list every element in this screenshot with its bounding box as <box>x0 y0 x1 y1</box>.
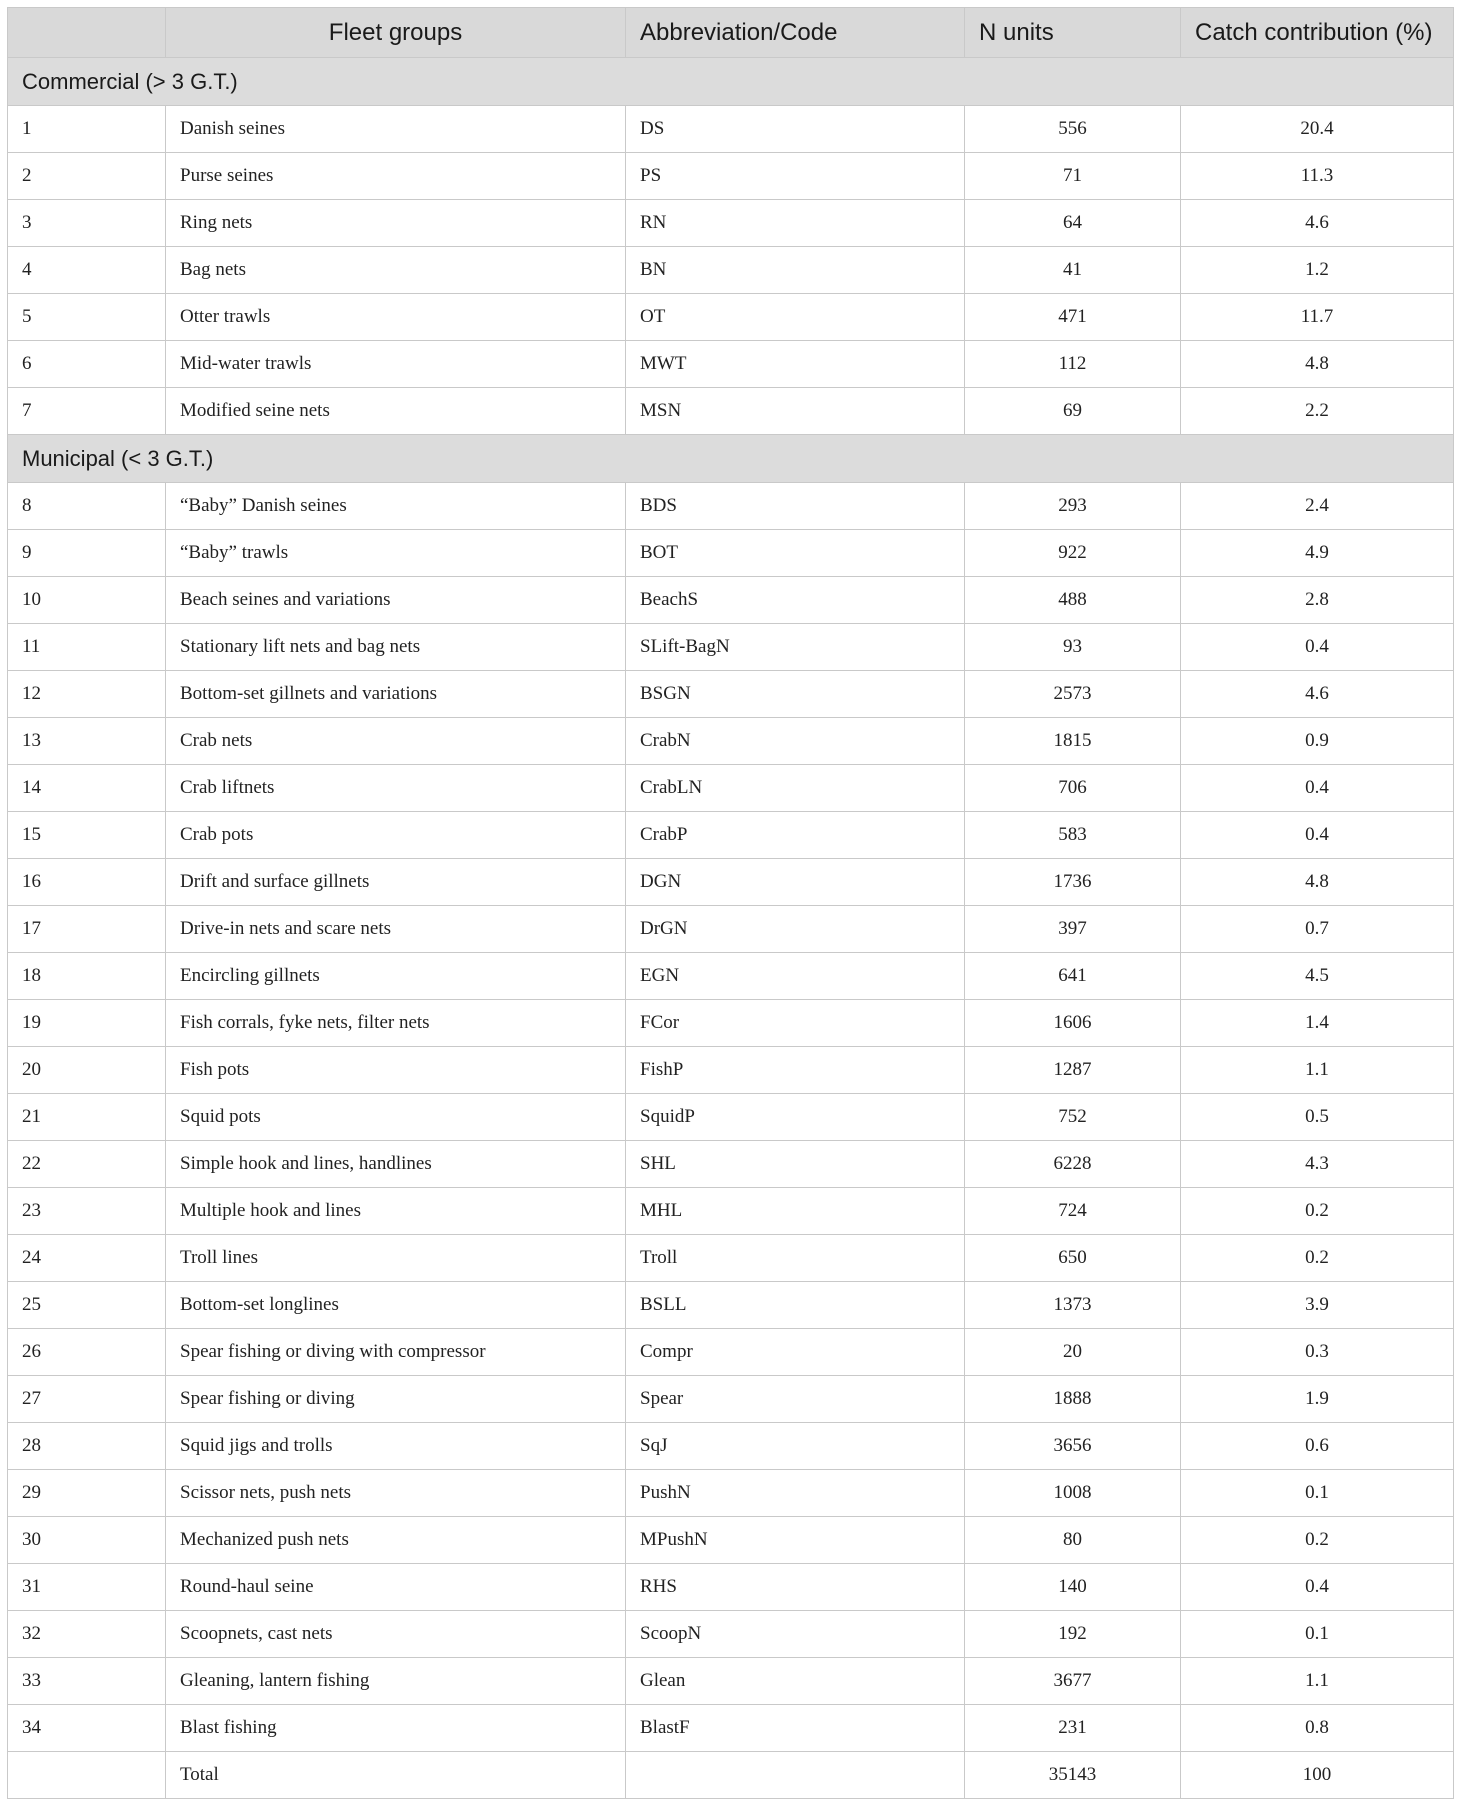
table-row <box>8 1282 1454 1329</box>
abbreviation-code: DrGN <box>626 906 965 953</box>
abbreviation-code: MSN <box>626 388 965 435</box>
table-row <box>8 859 1454 906</box>
fleet-group-name: Mid-water trawls <box>166 341 626 388</box>
row-id: 31 <box>8 1564 166 1611</box>
row-id: 8 <box>8 483 166 530</box>
n-units-value: 922 <box>965 530 1181 577</box>
fleet-group-name: Drive-in nets and scare nets <box>166 906 626 953</box>
catch-contribution-value: 4.5 <box>1181 953 1454 1000</box>
catch-contribution-value: 0.3 <box>1181 1329 1454 1376</box>
catch-contribution-value: 4.9 <box>1181 530 1454 577</box>
n-units-value: 1373 <box>965 1282 1181 1329</box>
table-row <box>8 1329 1454 1376</box>
abbreviation-code: PS <box>626 153 965 200</box>
abbreviation-code: SHL <box>626 1141 965 1188</box>
row-id: 23 <box>8 1188 166 1235</box>
table-row <box>8 1423 1454 1470</box>
fleet-group-name: Simple hook and lines, handlines <box>166 1141 626 1188</box>
table-row <box>8 1470 1454 1517</box>
row-id: 24 <box>8 1235 166 1282</box>
total-n-units: 35143 <box>965 1752 1181 1799</box>
n-units-value: 2573 <box>965 671 1181 718</box>
row-id: 21 <box>8 1094 166 1141</box>
fleet-group-name: Round-haul seine <box>166 1564 626 1611</box>
fleet-group-name: Beach seines and variations <box>166 577 626 624</box>
catch-contribution-value: 4.6 <box>1181 671 1454 718</box>
fleet-group-name: Fish corrals, fyke nets, filter nets <box>166 1000 626 1047</box>
fleet-group-name: Troll lines <box>166 1235 626 1282</box>
total-row <box>8 1752 1454 1799</box>
header-n-units: N units <box>965 8 1181 58</box>
catch-contribution-value: 0.4 <box>1181 1564 1454 1611</box>
table-row <box>8 953 1454 1000</box>
abbreviation-code: SqJ <box>626 1423 965 1470</box>
catch-contribution-value: 0.9 <box>1181 718 1454 765</box>
section-title: Municipal (< 3 G.T.) <box>8 435 1454 483</box>
header-catch-contribution: Catch contribution (%) <box>1181 8 1454 58</box>
total-code <box>626 1752 965 1799</box>
table-row <box>8 247 1454 294</box>
n-units-value: 293 <box>965 483 1181 530</box>
n-units-value: 231 <box>965 1705 1181 1752</box>
table-row <box>8 530 1454 577</box>
fleet-group-name: Fish pots <box>166 1047 626 1094</box>
abbreviation-code: CrabP <box>626 812 965 859</box>
row-id: 2 <box>8 153 166 200</box>
fleet-group-name: Mechanized push nets <box>166 1517 626 1564</box>
header-abbreviation-code: Abbreviation/Code <box>626 8 965 58</box>
catch-contribution-value: 0.1 <box>1181 1611 1454 1658</box>
table-row <box>8 1611 1454 1658</box>
n-units-value: 140 <box>965 1564 1181 1611</box>
n-units-value: 20 <box>965 1329 1181 1376</box>
table-row <box>8 294 1454 341</box>
row-id: 10 <box>8 577 166 624</box>
row-id: 13 <box>8 718 166 765</box>
table-row <box>8 1235 1454 1282</box>
abbreviation-code: ScoopN <box>626 1611 965 1658</box>
catch-contribution-value: 4.8 <box>1181 341 1454 388</box>
row-id: 15 <box>8 812 166 859</box>
row-id: 18 <box>8 953 166 1000</box>
n-units-value: 752 <box>965 1094 1181 1141</box>
n-units-value: 1606 <box>965 1000 1181 1047</box>
n-units-value: 583 <box>965 812 1181 859</box>
abbreviation-code: BSLL <box>626 1282 965 1329</box>
fleet-group-name: Gleaning, lantern fishing <box>166 1658 626 1705</box>
catch-contribution-value: 0.7 <box>1181 906 1454 953</box>
fleet-group-name: Encircling gillnets <box>166 953 626 1000</box>
n-units-value: 650 <box>965 1235 1181 1282</box>
header-row <box>8 8 1454 58</box>
catch-contribution-value: 0.4 <box>1181 624 1454 671</box>
abbreviation-code: SLift-BagN <box>626 624 965 671</box>
fleet-group-name: Bottom-set gillnets and variations <box>166 671 626 718</box>
abbreviation-code: DGN <box>626 859 965 906</box>
fleet-group-name: Crab liftnets <box>166 765 626 812</box>
n-units-value: 488 <box>965 577 1181 624</box>
abbreviation-code: SquidP <box>626 1094 965 1141</box>
abbreviation-code: DS <box>626 106 965 153</box>
row-id: 7 <box>8 388 166 435</box>
catch-contribution-value: 0.2 <box>1181 1188 1454 1235</box>
table-row <box>8 906 1454 953</box>
abbreviation-code: FCor <box>626 1000 965 1047</box>
n-units-value: 3656 <box>965 1423 1181 1470</box>
fleet-group-name: Squid jigs and trolls <box>166 1423 626 1470</box>
header-id <box>8 8 166 58</box>
row-id: 16 <box>8 859 166 906</box>
table-row <box>8 671 1454 718</box>
table-row <box>8 483 1454 530</box>
table-row <box>8 624 1454 671</box>
row-id: 32 <box>8 1611 166 1658</box>
table-row <box>8 341 1454 388</box>
catch-contribution-value: 1.1 <box>1181 1658 1454 1705</box>
abbreviation-code: RHS <box>626 1564 965 1611</box>
row-id: 33 <box>8 1658 166 1705</box>
row-id: 20 <box>8 1047 166 1094</box>
n-units-value: 1287 <box>965 1047 1181 1094</box>
catch-contribution-value: 0.6 <box>1181 1423 1454 1470</box>
catch-contribution-value: 0.4 <box>1181 765 1454 812</box>
row-id: 3 <box>8 200 166 247</box>
n-units-value: 69 <box>965 388 1181 435</box>
row-id: 1 <box>8 106 166 153</box>
fleet-group-name: Crab pots <box>166 812 626 859</box>
table-row <box>8 1517 1454 1564</box>
table-row <box>8 1564 1454 1611</box>
abbreviation-code: MHL <box>626 1188 965 1235</box>
n-units-value: 112 <box>965 341 1181 388</box>
n-units-value: 41 <box>965 247 1181 294</box>
table-row <box>8 106 1454 153</box>
table-row <box>8 1094 1454 1141</box>
row-id: 34 <box>8 1705 166 1752</box>
fleet-group-name: Ring nets <box>166 200 626 247</box>
row-id: 9 <box>8 530 166 577</box>
header-fleet-groups: Fleet groups <box>166 8 626 58</box>
catch-contribution-value: 4.6 <box>1181 200 1454 247</box>
table-row <box>8 1188 1454 1235</box>
abbreviation-code: BSGN <box>626 671 965 718</box>
section-title: Commercial (> 3 G.T.) <box>8 58 1454 106</box>
n-units-value: 64 <box>965 200 1181 247</box>
abbreviation-code: PushN <box>626 1470 965 1517</box>
catch-contribution-value: 4.8 <box>1181 859 1454 906</box>
n-units-value: 397 <box>965 906 1181 953</box>
abbreviation-code: Troll <box>626 1235 965 1282</box>
row-id: 19 <box>8 1000 166 1047</box>
fleet-group-name: Scissor nets, push nets <box>166 1470 626 1517</box>
table-row <box>8 153 1454 200</box>
n-units-value: 192 <box>965 1611 1181 1658</box>
abbreviation-code: MWT <box>626 341 965 388</box>
abbreviation-code: CrabLN <box>626 765 965 812</box>
fleet-group-name: Modified seine nets <box>166 388 626 435</box>
catch-contribution-value: 11.7 <box>1181 294 1454 341</box>
section-header-row <box>8 58 1454 106</box>
fleet-group-name: Blast fishing <box>166 1705 626 1752</box>
total-label: Total <box>166 1752 626 1799</box>
catch-contribution-value: 1.2 <box>1181 247 1454 294</box>
n-units-value: 706 <box>965 765 1181 812</box>
fleet-group-name: Squid pots <box>166 1094 626 1141</box>
row-id: 17 <box>8 906 166 953</box>
row-id: 5 <box>8 294 166 341</box>
table-row <box>8 812 1454 859</box>
n-units-value: 1888 <box>965 1376 1181 1423</box>
fleet-group-name: Stationary lift nets and bag nets <box>166 624 626 671</box>
table-row <box>8 1376 1454 1423</box>
section-header-row <box>8 435 1454 483</box>
fleet-group-name: Crab nets <box>166 718 626 765</box>
fleet-group-name: Purse seines <box>166 153 626 200</box>
row-id: 4 <box>8 247 166 294</box>
table-row <box>8 200 1454 247</box>
row-id: 30 <box>8 1517 166 1564</box>
row-id: 6 <box>8 341 166 388</box>
catch-contribution-value: 0.8 <box>1181 1705 1454 1752</box>
table-row <box>8 1000 1454 1047</box>
catch-contribution-value: 20.4 <box>1181 106 1454 153</box>
catch-contribution-value: 1.9 <box>1181 1376 1454 1423</box>
row-id: 14 <box>8 765 166 812</box>
catch-contribution-value: 4.3 <box>1181 1141 1454 1188</box>
fleet-group-name: Bag nets <box>166 247 626 294</box>
fleet-group-name: Bottom-set longlines <box>166 1282 626 1329</box>
fleet-group-name: Scoopnets, cast nets <box>166 1611 626 1658</box>
catch-contribution-value: 3.9 <box>1181 1282 1454 1329</box>
catch-contribution-value: 1.4 <box>1181 1000 1454 1047</box>
abbreviation-code: BlastF <box>626 1705 965 1752</box>
catch-contribution-value: 2.8 <box>1181 577 1454 624</box>
n-units-value: 1736 <box>965 859 1181 906</box>
n-units-value: 3677 <box>965 1658 1181 1705</box>
abbreviation-code: BN <box>626 247 965 294</box>
abbreviation-code: BOT <box>626 530 965 577</box>
table-body <box>8 58 1454 1799</box>
fleet-group-name: Multiple hook and lines <box>166 1188 626 1235</box>
abbreviation-code: BDS <box>626 483 965 530</box>
n-units-value: 724 <box>965 1188 1181 1235</box>
row-id: 25 <box>8 1282 166 1329</box>
abbreviation-code: OT <box>626 294 965 341</box>
table-row <box>8 577 1454 624</box>
catch-contribution-value: 0.2 <box>1181 1235 1454 1282</box>
row-id: 11 <box>8 624 166 671</box>
table-row <box>8 1141 1454 1188</box>
fleet-group-name: Spear fishing or diving with compressor <box>166 1329 626 1376</box>
n-units-value: 6228 <box>965 1141 1181 1188</box>
row-id: 12 <box>8 671 166 718</box>
fleet-group-name: Drift and surface gillnets <box>166 859 626 906</box>
row-id: 29 <box>8 1470 166 1517</box>
table-row <box>8 718 1454 765</box>
abbreviation-code: Spear <box>626 1376 965 1423</box>
abbreviation-code: BeachS <box>626 577 965 624</box>
row-id: 26 <box>8 1329 166 1376</box>
fleet-group-name: Otter trawls <box>166 294 626 341</box>
table-row <box>8 765 1454 812</box>
table-header <box>8 8 1454 58</box>
row-id: 28 <box>8 1423 166 1470</box>
total-catch-contribution: 100 <box>1181 1752 1454 1799</box>
catch-contribution-value: 0.1 <box>1181 1470 1454 1517</box>
catch-contribution-value: 11.3 <box>1181 153 1454 200</box>
table-row <box>8 388 1454 435</box>
n-units-value: 71 <box>965 153 1181 200</box>
catch-contribution-value: 1.1 <box>1181 1047 1454 1094</box>
n-units-value: 93 <box>965 624 1181 671</box>
fleet-group-name: “Baby” trawls <box>166 530 626 577</box>
abbreviation-code: EGN <box>626 953 965 1000</box>
n-units-value: 80 <box>965 1517 1181 1564</box>
row-id: 22 <box>8 1141 166 1188</box>
abbreviation-code: Glean <box>626 1658 965 1705</box>
fleet-groups-table <box>7 7 1454 1799</box>
abbreviation-code: RN <box>626 200 965 247</box>
row-id: 27 <box>8 1376 166 1423</box>
table-row <box>8 1705 1454 1752</box>
abbreviation-code: CrabN <box>626 718 965 765</box>
catch-contribution-value: 2.4 <box>1181 483 1454 530</box>
table-row <box>8 1047 1454 1094</box>
n-units-value: 1815 <box>965 718 1181 765</box>
abbreviation-code: FishP <box>626 1047 965 1094</box>
abbreviation-code: MPushN <box>626 1517 965 1564</box>
catch-contribution-value: 0.5 <box>1181 1094 1454 1141</box>
fleet-group-name: Spear fishing or diving <box>166 1376 626 1423</box>
catch-contribution-value: 0.4 <box>1181 812 1454 859</box>
n-units-value: 556 <box>965 106 1181 153</box>
catch-contribution-value: 0.2 <box>1181 1517 1454 1564</box>
catch-contribution-value: 2.2 <box>1181 388 1454 435</box>
fleet-group-name: Danish seines <box>166 106 626 153</box>
n-units-value: 471 <box>965 294 1181 341</box>
n-units-value: 641 <box>965 953 1181 1000</box>
total-id <box>8 1752 166 1799</box>
fleet-group-name: “Baby” Danish seines <box>166 483 626 530</box>
n-units-value: 1008 <box>965 1470 1181 1517</box>
table-row <box>8 1658 1454 1705</box>
abbreviation-code: Compr <box>626 1329 965 1376</box>
